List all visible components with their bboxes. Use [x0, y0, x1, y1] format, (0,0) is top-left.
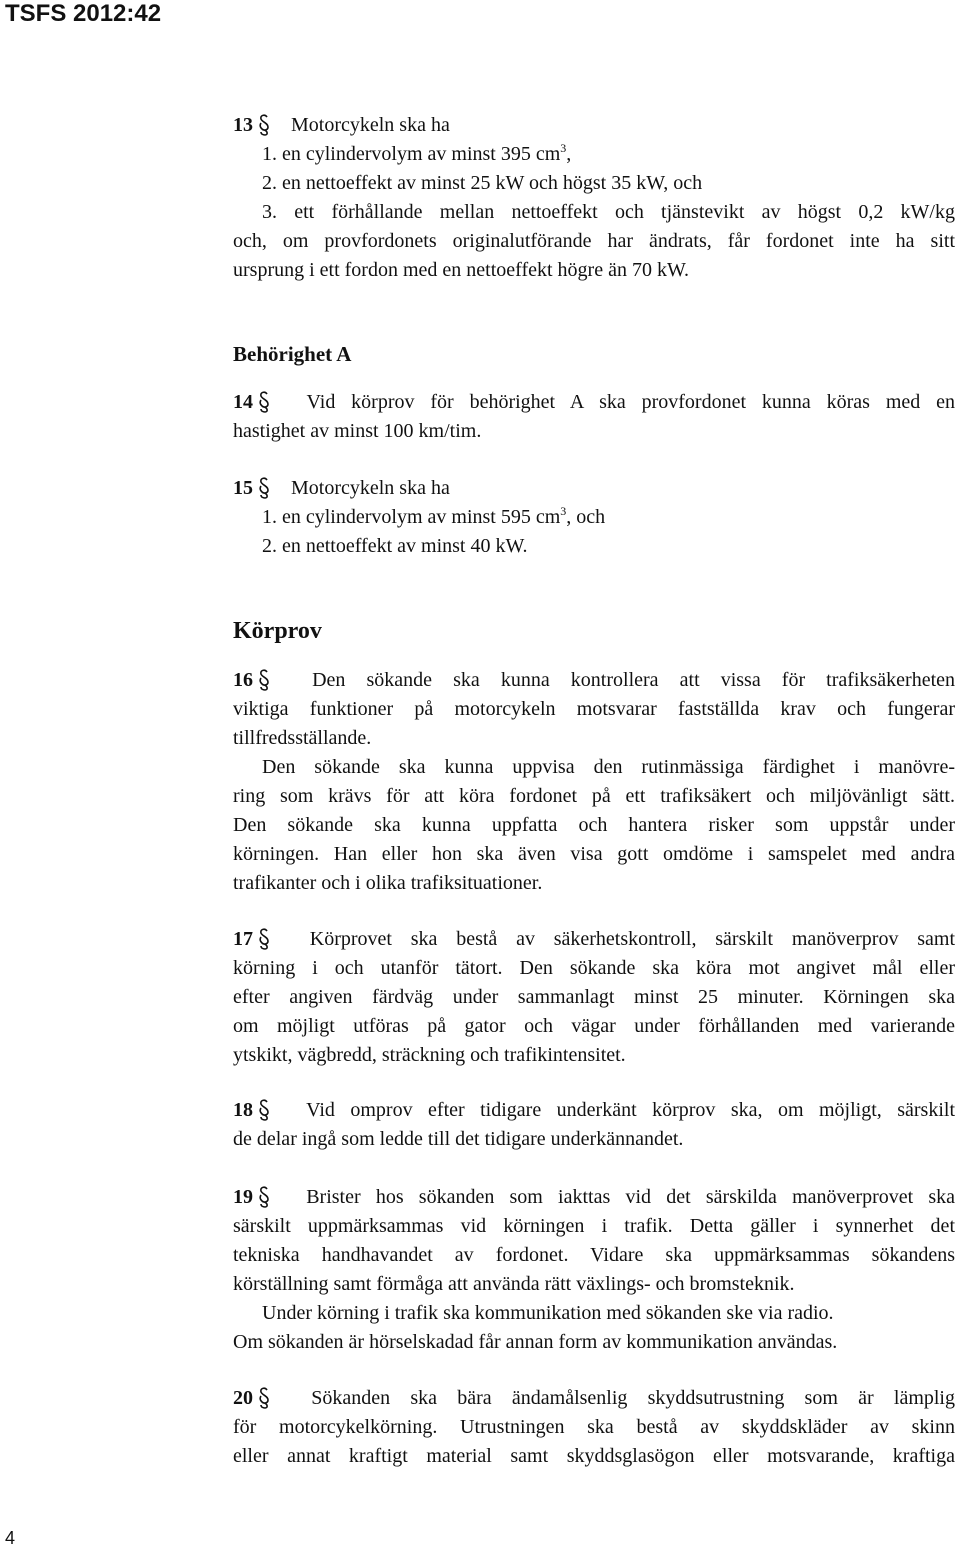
section-13-item-3-line-1: 3. ett förhållande mellan nettoeffekt och tjänstevikt av högst 0,2 kW/kg [262, 201, 955, 223]
section-13-item-1 [262, 140, 571, 169]
section-sign-icon [258, 1099, 270, 1121]
section-15-lead-text: Motorcykeln ska ha [291, 477, 450, 499]
section-19-line-2: särskilt uppmärksammas vid körningen i trafik. Detta gäller i synnerhet det [233, 1215, 955, 1237]
section-19-text: Brister hos sökanden som iakttas vid det särskilda manöverprovet ska [306, 1186, 956, 1208]
section-17-line-5: ytskikt, vägbredd, sträckning och trafikintensitet. [233, 1044, 626, 1066]
section-19-line-3: tekniska handhavandet av fordonet. Vidare ska uppmärksammas sökandens [233, 1244, 955, 1266]
section-13-item-3-line-2: och, om provfordonets originalutförande har ändrats, får fordonet inte ha sitt [233, 230, 955, 252]
section-15-item-2: 2. en nettoeffekt av minst 40 kW. [262, 535, 528, 557]
section-sign-icon [258, 928, 270, 950]
item-1-text: 1. en cylindervolym av minst 595 cm [262, 506, 561, 528]
section-18-line-1 [233, 1096, 955, 1125]
section-20-text: Sökanden ska bära ändamålsenlig skyddsutrustning som är lämplig [311, 1387, 955, 1409]
page-header-title: TSFS 2012:42 [5, 0, 162, 27]
section-16-line-4: Den sökande ska kunna uppvisa den rutinmässiga färdighet i manövre- [262, 756, 955, 778]
section-20-line-1 [233, 1384, 955, 1413]
section-number: 15 [233, 477, 253, 499]
section-20-line-3: eller annat kraftigt material samt skyddsglasögon eller motsvarande, kraftiga [233, 1445, 955, 1467]
section-15-lead [233, 474, 450, 503]
section-sign-icon [258, 1387, 270, 1409]
item-1-suffix: , [566, 143, 572, 165]
section-18-text: Vid omprov efter tidigare underkänt körprov ska, om möjligt, särskilt [306, 1099, 956, 1121]
section-17-text: Körprovet ska bestå av säkerhetskontroll, särskilt manöverprov samt [309, 928, 955, 950]
item-1-suffix: , och [566, 506, 606, 528]
section-16-line-7: körningen. Han eller hon ska även visa gott omdöme i samspelet med andra [233, 843, 955, 865]
section-sign-icon [258, 391, 270, 413]
section-sign-icon [258, 114, 270, 136]
section-sign-icon [258, 669, 270, 691]
section-17-line-1 [233, 925, 955, 954]
section-19-line-1 [233, 1183, 955, 1212]
item-1-text: 1. en cylindervolym av minst 395 cm [262, 143, 561, 165]
section-19-line-4: körställning samt förmåga att använda rätt växlings- och bromsteknik. [233, 1273, 795, 1295]
section-19-line-6: Om sökanden är hörselskadad får annan form av kommunikation användas. [233, 1331, 838, 1353]
section-17-line-2: körning i och utanför tätort. Den sökande ska köra mot angivet mål eller [233, 957, 955, 979]
section-number: 16 [233, 669, 253, 691]
section-16-text: Den sökande ska kunna kontrollera att vissa för trafiksäkerheten [312, 669, 956, 691]
section-sign-icon [258, 1186, 270, 1208]
section-13-item-2: 2. en nettoeffekt av minst 25 kW och högst 35 kW, och [262, 172, 703, 194]
section-14-text: Vid körprov för behörighet A ska provfordonet kunna köras med en [306, 391, 955, 413]
section-16-line-1 [233, 666, 955, 695]
section-number: 13 [233, 114, 253, 136]
section-number: 19 [233, 1186, 253, 1208]
section-number: 14 [233, 391, 253, 413]
superscript: 3 [560, 141, 567, 155]
superscript: 3 [560, 504, 567, 518]
section-13-lead-text: Motorcykeln ska ha [291, 114, 450, 136]
section-16-line-8: trafikanter och i olika trafiksituationer. [233, 872, 543, 894]
section-number: 20 [233, 1387, 253, 1409]
section-13-lead [233, 111, 450, 140]
section-18-line-2: de delar ingå som ledde till det tidigare underkännandet. [233, 1128, 684, 1150]
heading-korprov: Körprov [233, 618, 322, 644]
section-15-item-1 [262, 503, 605, 532]
page-number: 4 [5, 1528, 16, 1548]
section-16-line-5: ring som krävs för att köra fordonet på ett trafiksäkert och miljövänligt sätt. [233, 785, 955, 807]
section-number: 18 [233, 1099, 253, 1121]
section-17-line-4: om möjligt utföras på gator och vägar under förhållanden med varierande [233, 1015, 955, 1037]
section-13-item-3-line-3: ursprung i ett fordon med en nettoeffekt högre än 70 kW. [233, 259, 689, 281]
section-16-line-6: Den sökande ska kunna uppfatta och hantera risker som uppstår under [233, 814, 955, 836]
section-number: 17 [233, 928, 253, 950]
section-sign-icon [258, 477, 270, 499]
section-17-line-3: efter angiven färdväg under sammanlagt minst 25 minuter. Körningen ska [233, 986, 955, 1008]
section-14-line-2: hastighet av minst 100 km/tim. [233, 420, 482, 442]
section-16-line-2: viktiga funktioner på motorcykeln motsvarar fastställda krav och fungerar [233, 698, 955, 720]
heading-behorighet-a: Behörighet A [233, 342, 352, 366]
section-14-line-1 [233, 388, 955, 417]
section-16-line-3: tillfredsställande. [233, 727, 372, 749]
section-20-line-2: för motorcykelkörning. Utrustningen ska bestå av skyddskläder av skinn [233, 1416, 955, 1438]
section-19-line-5: Under körning i trafik ska kommunikation med sökanden ske via radio. [262, 1302, 834, 1324]
